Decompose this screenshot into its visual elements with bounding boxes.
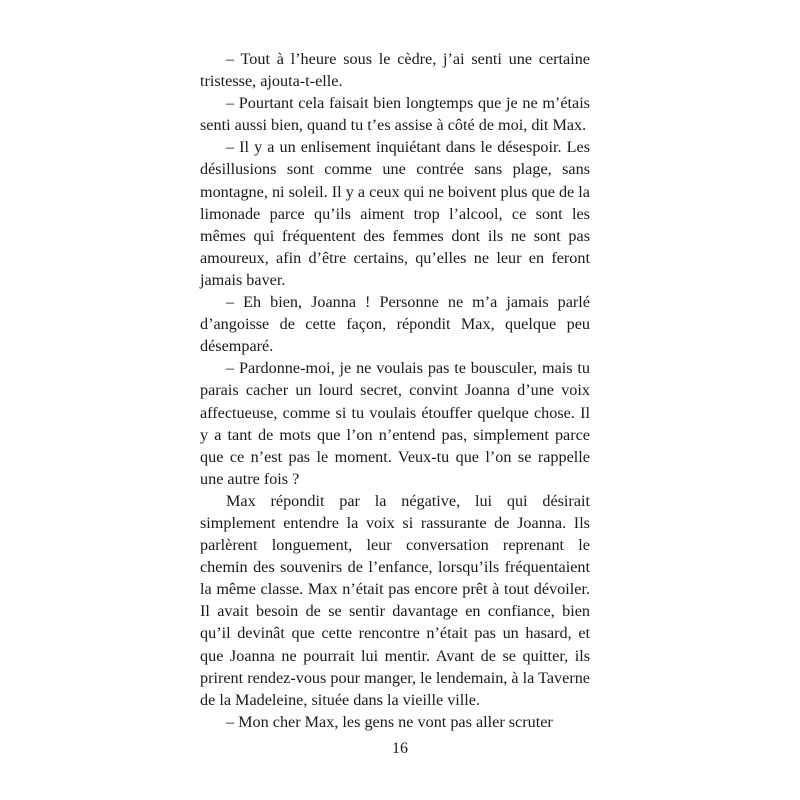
page-number: 16: [392, 740, 408, 757]
paragraph: – Pardonne-moi, je ne voulais pas te bousculer, mais tu parais cacher un lourd secret, convint Joanna d’une voix affectueuse, comme si tu voulais étouffer quelque chose. Il y a tant de mots que l’on n’entend pas, simplement parce que ce n’est pas le moment. Veux-tu que l’on se rappelle une autre fois ?: [200, 359, 590, 488]
page-text-block: [200, 48, 590, 733]
paragraph: – Pourtant cela faisait bien longtemps que je ne m’étais senti aussi bien, quand tu t’es assise à côté de moi, dit Max.: [200, 94, 590, 135]
paragraph: – Il y a un enlisement inquiétant dans le désespoir. Les désillusions sont comme une contrée sans plage, sans montagne, ni soleil. Il y a ceux qui ne boivent plus que de la limonade parce qu’ils aiment trop l’alcool, ce sont les mêmes qui fréquentent des femmes dont ils ne sont pas amoureux, afin d’être certains, qu’elles ne leur en feront jamais baver.: [200, 138, 590, 289]
paragraph: – Mon cher Max, les gens ne vont pas aller scruter: [226, 712, 553, 731]
paragraph: Max répondit par la négative, lui qui désirait simplement entendre la voix si rassurante de Joanna. Ils parlèrent longuement, leur conversation reprenant le chemin des souvenirs de l’enfance, lorsqu’ils fréquentaient la même classe. Max n’était pas encore prêt à tout dévoiler. Il avait besoin de se sentir davantage en confiance, bien qu’il devinât que cette rencontre n’était pas un hasard, et que Joanna ne pourrait lui mentir. Avant de se quitter, ils prirent rendez-vous pour manger, le lendemain, à la Taverne de la Madeleine, située dans la vieille ville.: [200, 491, 590, 709]
paragraph: – Eh bien, Joanna ! Personne ne m’a jamais parlé d’angoisse de cette façon, répondit Max, quelque peu désemparé.: [200, 293, 590, 356]
paragraph: – Tout à l’heure sous le cèdre, j’ai senti une certaine tristesse, ajouta-t-elle.: [200, 50, 590, 91]
